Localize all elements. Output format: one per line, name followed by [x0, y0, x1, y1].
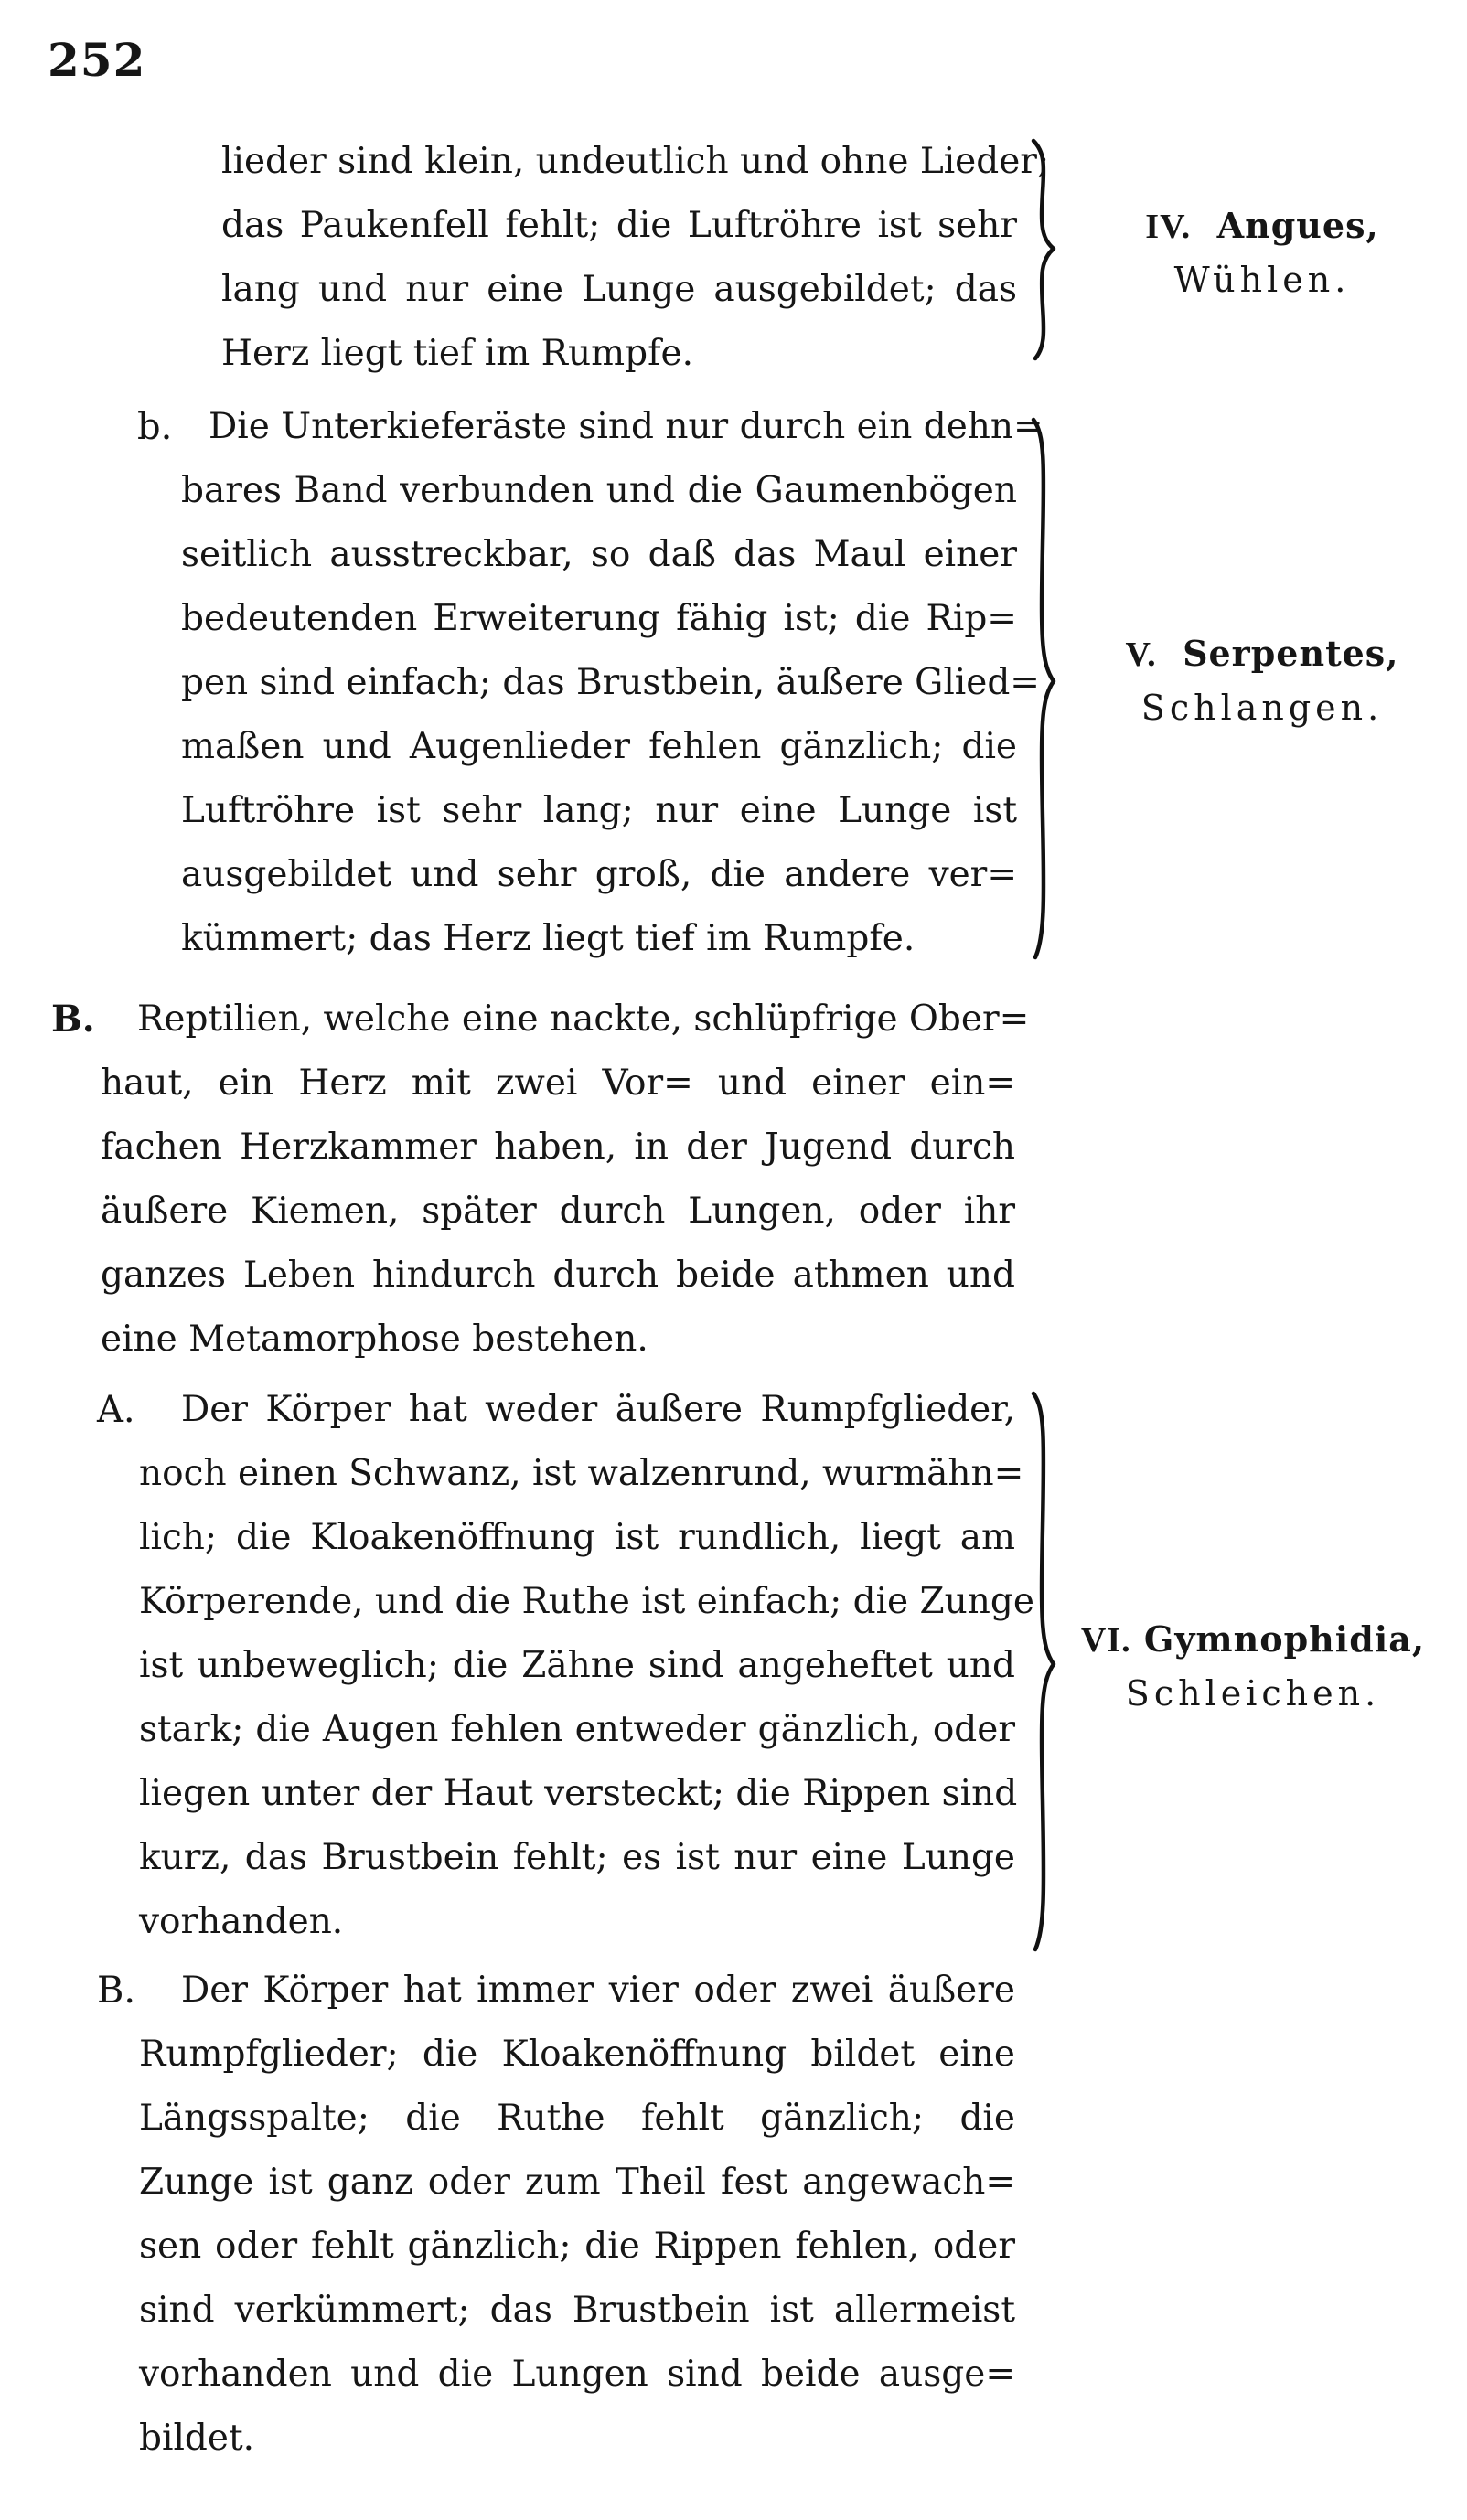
order-latin-name: Serpentes,	[1183, 633, 1399, 674]
text-line: Zunge ist ganz oder zum Theil fest angewach=	[139, 2162, 1015, 2203]
section-b-marker: b.	[137, 406, 173, 448]
text-line: seitlich ausstreckbar, so daß das Maul einer	[181, 534, 1017, 575]
text-line: äußere Kiemen, später durch Lungen, oder ihr	[101, 1191, 1015, 1232]
text-line: bildet.	[139, 2418, 255, 2459]
text-line: stark; die Augen fehlen entweder gänzlich, oder	[139, 1709, 1015, 1750]
text-line: eine Metamorphose bestehen.	[101, 1319, 648, 1360]
text-line: lich; die Kloakenöffnung ist rundlich, liegt am	[139, 1517, 1015, 1558]
text-line: Der Körper hat weder äußere Rumpfglieder,	[181, 1389, 1015, 1430]
order-german-name: Schleichen.	[1125, 1673, 1381, 1714]
text-line: bedeutenden Erweiterung fähig ist; die Rip=	[181, 598, 1017, 639]
text-line: ausgebildet und sehr groß, die andere ver=	[181, 854, 1017, 895]
order-label-v	[1088, 633, 1436, 728]
text-line: noch einen Schwanz, ist walzenrund, wurmähn=	[139, 1453, 1024, 1494]
section-B-marker: B.	[51, 998, 95, 1041]
brace-group-iv	[1032, 137, 1059, 361]
text-line: lieder sind klein, undeutlich und ohne Lieder;	[221, 141, 1050, 182]
order-latin-name: Gymnophidia,	[1143, 1618, 1426, 1660]
text-line: vorhanden und die Lungen sind beide ausge=	[139, 2354, 1015, 2395]
text-line: Die Unterkieferäste sind nur durch ein dehn=	[209, 406, 1044, 447]
text-line: lang und nur eine Lunge ausgebildet; das	[221, 269, 1017, 310]
order-label-iv	[1088, 205, 1436, 300]
text-line: sind verkümmert; das Brustbein ist allermeist	[139, 2290, 1015, 2331]
text-line: Reptilien, welche eine nackte, schlüpfrige Ober=	[137, 998, 1030, 1040]
brace-group-v	[1032, 416, 1059, 960]
section-B2-marker: B.	[97, 1970, 136, 2012]
text-line: sen oder fehlt gänzlich; die Rippen fehlen, oder	[139, 2226, 1015, 2267]
text-line: maßen und Augenlieder fehlen gänzlich; die	[181, 726, 1017, 767]
order-german-name: Schlangen.	[1140, 688, 1384, 728]
text-line: kümmert; das Herz liegt tief im Rumpfe.	[181, 918, 916, 959]
text-line: Längsspalte; die Ruthe fehlt gänzlich; die	[139, 2098, 1015, 2139]
order-numeral: VI.	[1080, 1621, 1131, 1660]
text-line: ist unbeweglich; die Zähne sind angeheftet und	[139, 1645, 1015, 1686]
text-line: Luftröhre ist sehr lang; nur eine Lunge ist	[181, 790, 1017, 831]
text-line: Der Körper hat immer vier oder zwei äußere	[181, 1970, 1015, 2011]
order-label-vi	[1061, 1618, 1445, 1714]
order-latin-name: Angues,	[1216, 205, 1379, 246]
text-line: Herz liegt tief im Rumpfe.	[221, 333, 693, 374]
text-line: kurz, das Brustbein fehlt; es ist nur eine Lunge	[139, 1837, 1015, 1878]
order-german-name: Wühlen.	[1173, 260, 1351, 300]
text-line: Rumpfglieder; die Kloakenöffnung bildet eine	[139, 2034, 1015, 2075]
page-number: 252	[48, 33, 146, 87]
brace-group-vi	[1032, 1390, 1059, 1952]
order-numeral: V.	[1125, 635, 1157, 674]
text-line: liegen unter der Haut versteckt; die Rippen sind	[139, 1773, 1018, 1814]
text-line: ganzes Leben hindurch durch beide athmen und	[101, 1255, 1015, 1296]
text-line: fachen Herzkammer haben, in der Jugend durch	[101, 1127, 1015, 1168]
text-line: haut, ein Herz mit zwei Vor= und einer ein=	[101, 1062, 1015, 1104]
text-line: Körperende, und die Ruthe ist einfach; die Zunge	[139, 1581, 1034, 1622]
text-line: das Paukenfell fehlt; die Luftröhre ist sehr	[221, 205, 1017, 246]
text-line: pen sind einfach; das Brustbein, äußere Glied=	[181, 662, 1040, 703]
text-line: bares Band verbunden und die Gaumenbögen	[181, 470, 1017, 511]
order-numeral: IV.	[1145, 208, 1192, 246]
text-line: vorhanden.	[139, 1901, 344, 1942]
section-A-marker: A.	[97, 1389, 135, 1431]
